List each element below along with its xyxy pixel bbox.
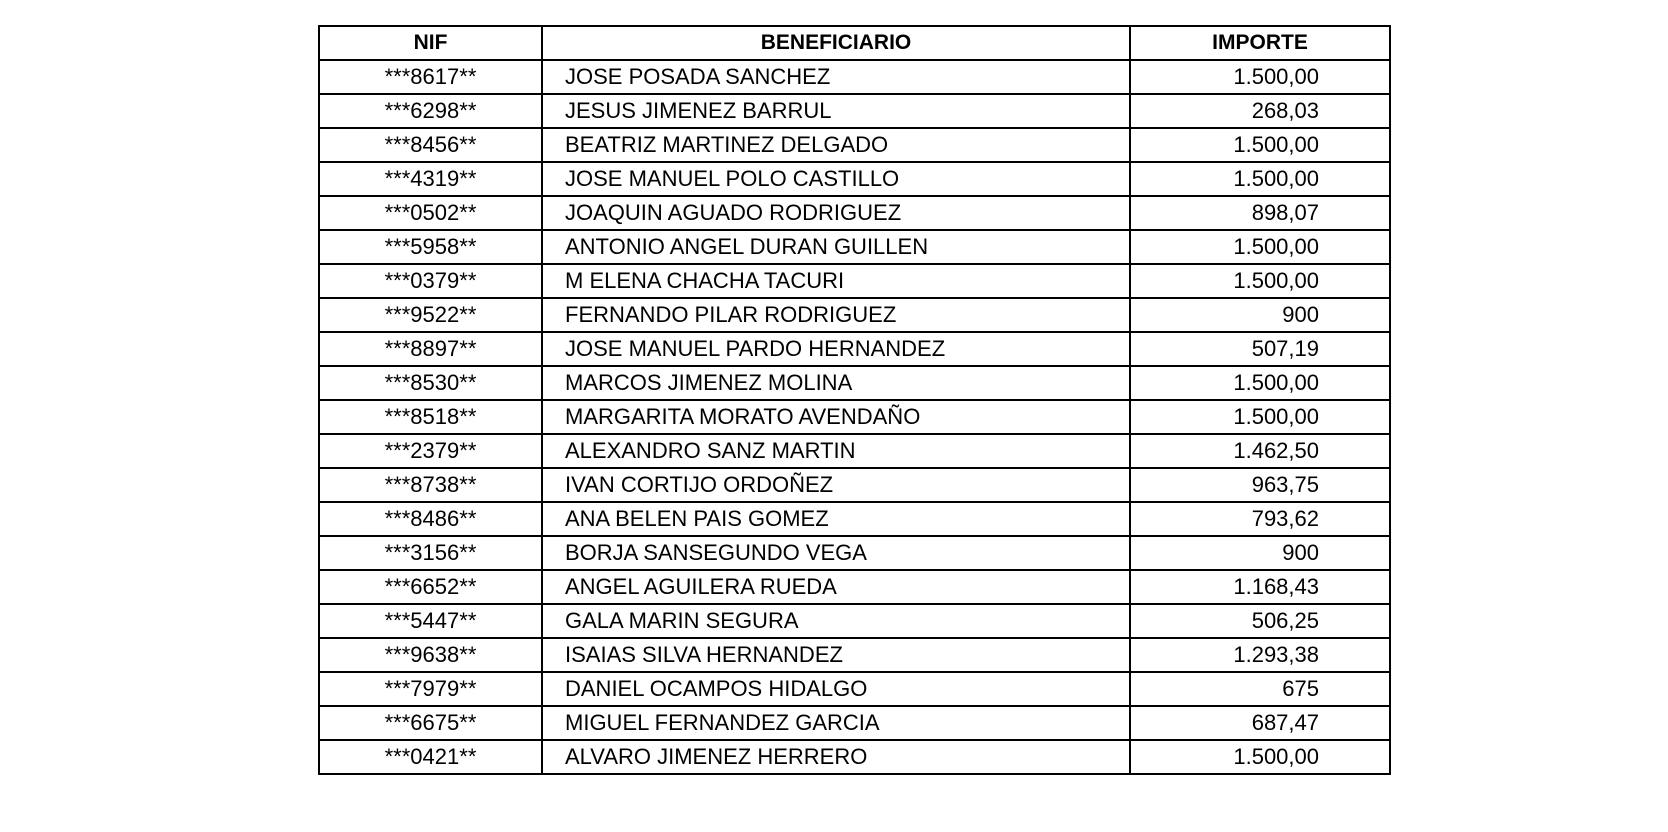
header-beneficiario: BENEFICIARIO [542,26,1130,60]
name-cell: MIGUEL FERNANDEZ GARCIA [542,706,1130,740]
amount-cell: 1.462,50 [1130,434,1390,468]
amount-cell: 1.500,00 [1130,162,1390,196]
name-cell: JOSE MANUEL PARDO HERNANDEZ [542,332,1130,366]
nif-cell: ***9638** [319,638,542,672]
amount-cell: 1.500,00 [1130,400,1390,434]
name-cell: ANGEL AGUILERA RUEDA [542,570,1130,604]
name-cell: JOSE MANUEL POLO CASTILLO [542,162,1130,196]
nif-cell: ***5958** [319,230,542,264]
name-cell: GALA MARIN SEGURA [542,604,1130,638]
table-row [319,94,1390,128]
nif-cell: ***0379** [319,264,542,298]
table-body [319,60,1390,774]
name-cell: MARCOS JIMENEZ MOLINA [542,366,1130,400]
nif-cell: ***7979** [319,672,542,706]
table-row [319,60,1390,94]
table-row [319,332,1390,366]
nif-cell: ***6298** [319,94,542,128]
nif-cell: ***0421** [319,740,542,774]
nif-cell: ***2379** [319,434,542,468]
amount-cell: 506,25 [1130,604,1390,638]
nif-cell: ***4319** [319,162,542,196]
amount-cell: 1.293,38 [1130,638,1390,672]
amount-cell: 963,75 [1130,468,1390,502]
nif-cell: ***8738** [319,468,542,502]
table-row [319,570,1390,604]
amount-cell: 675 [1130,672,1390,706]
table-row [319,366,1390,400]
nif-cell: ***8617** [319,60,542,94]
header-row [319,26,1390,60]
name-cell: JESUS JIMENEZ BARRUL [542,94,1130,128]
nif-cell: ***5447** [319,604,542,638]
amount-cell: 898,07 [1130,196,1390,230]
amount-cell: 268,03 [1130,94,1390,128]
table-row [319,536,1390,570]
name-cell: MARGARITA MORATO AVENDAÑO [542,400,1130,434]
table-row [319,162,1390,196]
table-row [319,434,1390,468]
name-cell: JOSE POSADA SANCHEZ [542,60,1130,94]
name-cell: ALVARO JIMENEZ HERRERO [542,740,1130,774]
nif-cell: ***0502** [319,196,542,230]
table-row [319,638,1390,672]
table-row [319,604,1390,638]
table-row [319,196,1390,230]
table-row [319,400,1390,434]
table-row [319,706,1390,740]
nif-cell: ***8518** [319,400,542,434]
amount-cell: 1.500,00 [1130,230,1390,264]
table-row [319,740,1390,774]
amount-cell: 1.168,43 [1130,570,1390,604]
nif-cell: ***6675** [319,706,542,740]
amount-cell: 900 [1130,298,1390,332]
table-row [319,468,1390,502]
name-cell: DANIEL OCAMPOS HIDALGO [542,672,1130,706]
name-cell: ANTONIO ANGEL DURAN GUILLEN [542,230,1130,264]
table-row [319,298,1390,332]
name-cell: IVAN CORTIJO ORDOÑEZ [542,468,1130,502]
amount-cell: 1.500,00 [1130,366,1390,400]
header-nif: NIF [319,26,542,60]
amount-cell: 1.500,00 [1130,740,1390,774]
amount-cell: 1.500,00 [1130,60,1390,94]
nif-cell: ***6652** [319,570,542,604]
table-row [319,264,1390,298]
header-importe: IMPORTE [1130,26,1390,60]
amount-cell: 507,19 [1130,332,1390,366]
name-cell: JOAQUIN AGUADO RODRIGUEZ [542,196,1130,230]
nif-cell: ***8486** [319,502,542,536]
nif-cell: ***9522** [319,298,542,332]
table-row [319,502,1390,536]
name-cell: ISAIAS SILVA HERNANDEZ [542,638,1130,672]
table-row [319,128,1390,162]
amount-cell: 687,47 [1130,706,1390,740]
nif-cell: ***8897** [319,332,542,366]
amount-cell: 1.500,00 [1130,128,1390,162]
name-cell: FERNANDO PILAR RODRIGUEZ [542,298,1130,332]
table-row [319,230,1390,264]
amount-cell: 1.500,00 [1130,264,1390,298]
amount-cell: 793,62 [1130,502,1390,536]
name-cell: BEATRIZ MARTINEZ DELGADO [542,128,1130,162]
name-cell: M ELENA CHACHA TACURI [542,264,1130,298]
amount-cell: 900 [1130,536,1390,570]
name-cell: ALEXANDRO SANZ MARTIN [542,434,1130,468]
table-row [319,672,1390,706]
nif-cell: ***3156** [319,536,542,570]
name-cell: ANA BELEN PAIS GOMEZ [542,502,1130,536]
beneficiaries-table [318,25,1391,775]
name-cell: BORJA SANSEGUNDO VEGA [542,536,1130,570]
nif-cell: ***8456** [319,128,542,162]
nif-cell: ***8530** [319,366,542,400]
